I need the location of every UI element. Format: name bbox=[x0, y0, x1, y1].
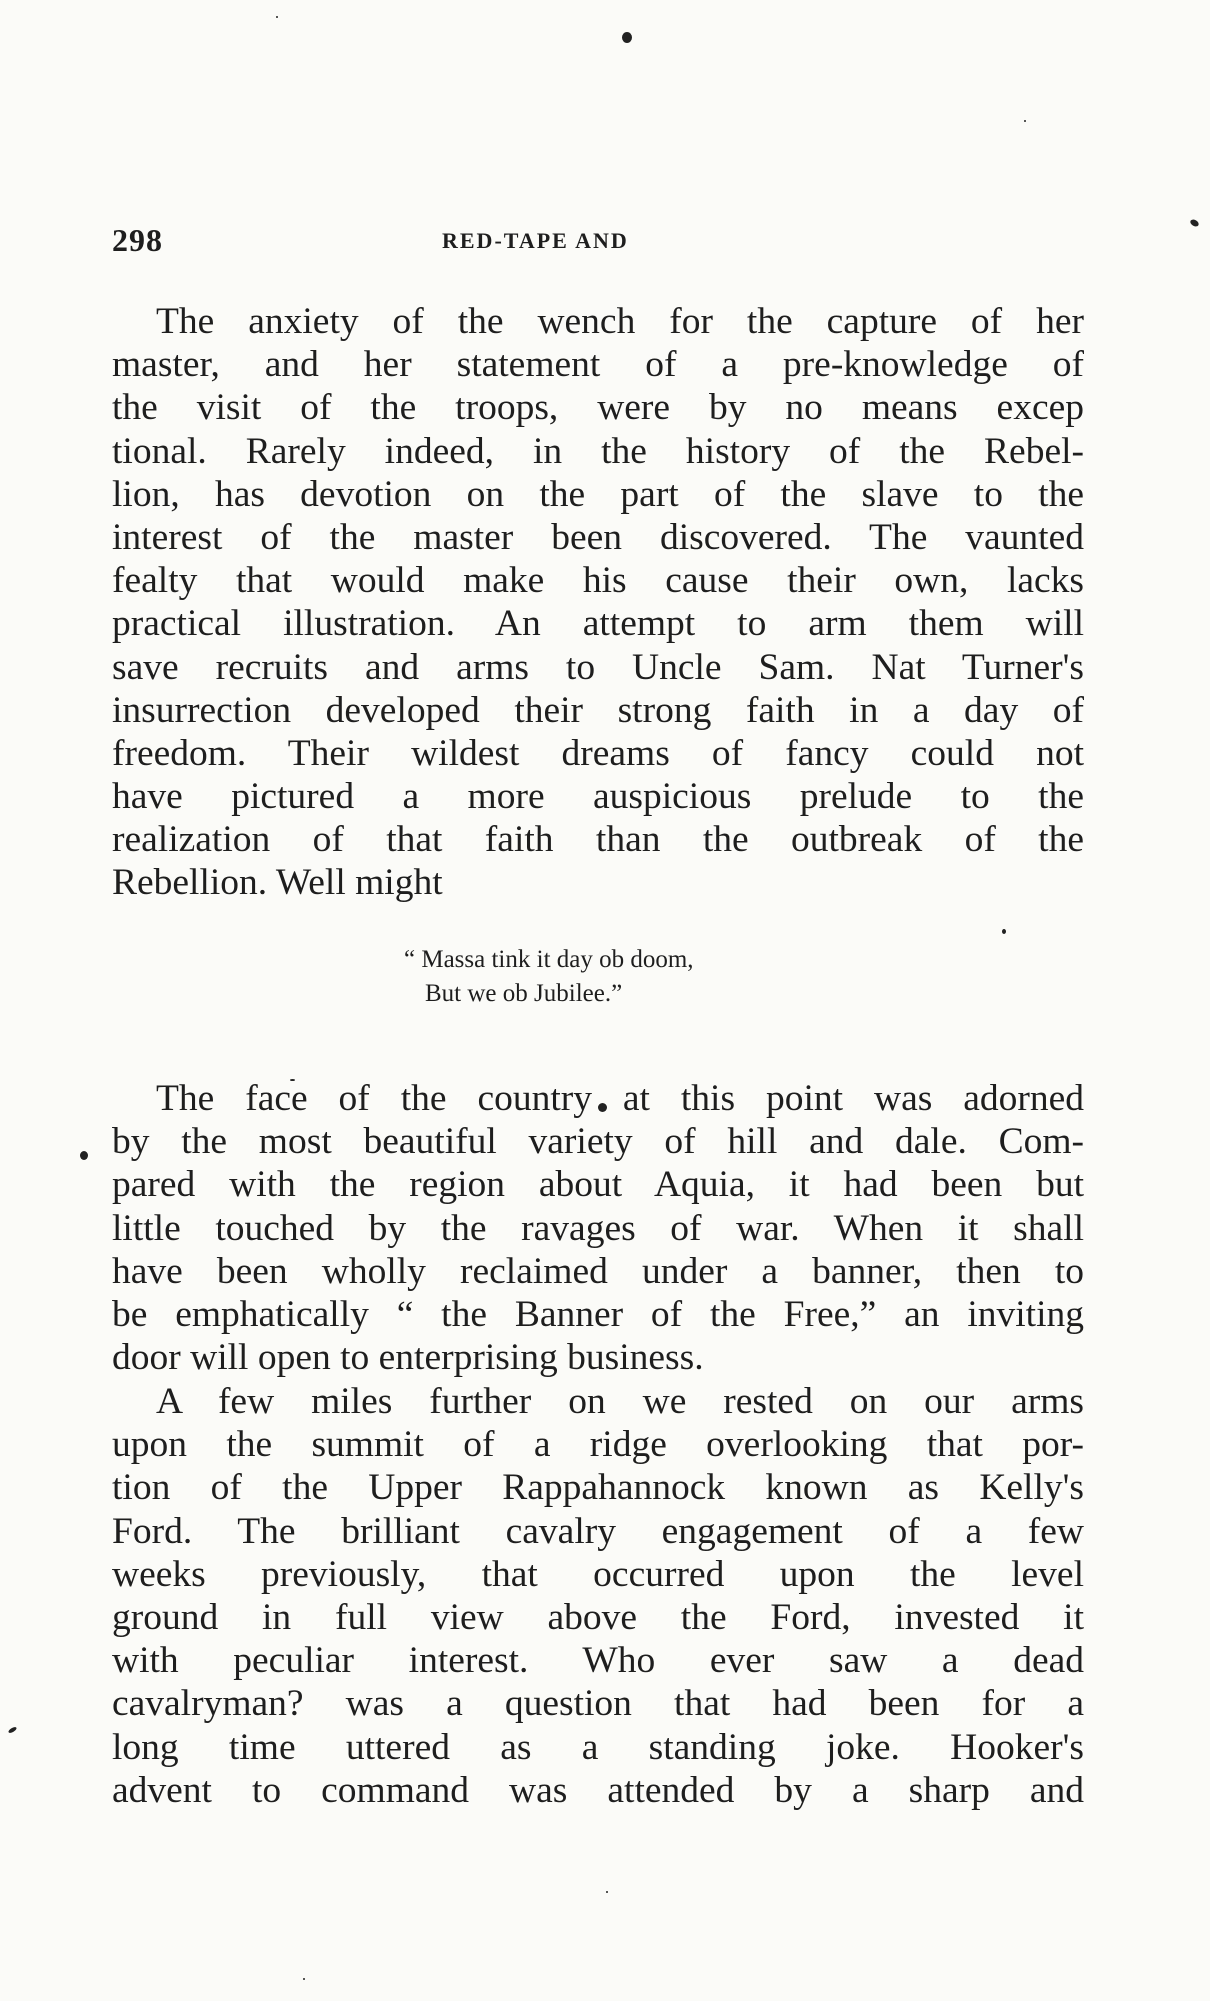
text-line: door will open to enterprising business. bbox=[112, 1337, 704, 1379]
text-line: master, and her statement of a pre-knowledge of bbox=[112, 344, 1084, 386]
text-line: Rebellion. Well might bbox=[112, 862, 443, 904]
text-line: long time uttered as a standing joke. Hooker's bbox=[112, 1726, 1084, 1768]
text-line: by the most beautiful variety of hill and dale. Com- bbox=[112, 1121, 1084, 1163]
text-line: lion, has devotion on the part of the slave to the bbox=[112, 473, 1084, 515]
text-line: interest of the master been discovered. The vaunted bbox=[112, 516, 1084, 558]
ink-speck bbox=[1002, 929, 1006, 934]
text-line: realization of that faith than the outbreak of the bbox=[112, 819, 1084, 861]
text-line: weeks previously, that occurred upon the level bbox=[112, 1553, 1084, 1595]
ink-speck bbox=[1189, 218, 1200, 228]
ink-speck bbox=[606, 1891, 608, 1893]
text-line: save recruits and arms to Uncle Sam. Nat Turner's bbox=[112, 646, 1084, 688]
verse-quote bbox=[404, 943, 694, 1011]
paragraph-3 bbox=[112, 1380, 1084, 1812]
page-number: 298 bbox=[112, 222, 163, 258]
ink-speck bbox=[1024, 120, 1026, 122]
text-line: have been wholly reclaimed under a banner, then to bbox=[112, 1250, 1084, 1292]
text-line: ground in full view above the Ford, invested it bbox=[112, 1596, 1084, 1638]
ink-speck bbox=[8, 1726, 18, 1734]
text-line: freedom. Their wildest dreams of fancy could not bbox=[112, 732, 1084, 774]
text-line: tional. Rarely indeed, in the history of the Rebel- bbox=[112, 430, 1084, 472]
text-line: tion of the Upper Rappahannock known as Kelly's bbox=[112, 1467, 1084, 1509]
text-line: with peculiar interest. Who ever saw a dead bbox=[112, 1640, 1084, 1682]
text-line: advent to command was attended by a sharp and bbox=[112, 1769, 1084, 1811]
text-line: practical illustration. An attempt to arm them will bbox=[112, 603, 1084, 645]
text-line: be emphatically “ the Banner of the Free,” an inviting bbox=[112, 1293, 1084, 1335]
ink-speck bbox=[303, 1978, 305, 1980]
text-line: The face of the country at this point was adorned bbox=[156, 1078, 1084, 1119]
text-line: Ford. The brilliant cavalry engagement of a few bbox=[112, 1510, 1084, 1552]
verse-line: But we ob Jubilee.” bbox=[425, 980, 623, 1007]
text-line: upon the summit of a ridge overlooking that por- bbox=[112, 1424, 1084, 1466]
text-line: little touched by the ravages of war. When it shall bbox=[112, 1207, 1084, 1249]
text-line: insurrection developed their strong faith in a day of bbox=[112, 689, 1084, 731]
paragraph-2 bbox=[112, 1077, 1084, 1379]
text-line: fealty that would make his cause their own, lacks bbox=[112, 560, 1084, 602]
text-line: cavalryman? was a question that had been for a bbox=[112, 1683, 1084, 1725]
text-line: the visit of the troops, were by no means excep bbox=[112, 387, 1084, 429]
text-line: have pictured a more auspicious prelude to the bbox=[112, 776, 1084, 818]
text-line: A few miles further on we rested on our arms bbox=[156, 1381, 1084, 1422]
paragraph-1 bbox=[112, 300, 1084, 905]
text-line: The anxiety of the wench for the capture of her bbox=[156, 301, 1084, 342]
ink-speck bbox=[80, 1151, 88, 1160]
page-header bbox=[112, 222, 1084, 262]
running-head: RED-TAPE AND bbox=[442, 228, 629, 253]
ink-speck bbox=[276, 16, 278, 18]
text-line: pared with the region about Aquia, it had been but bbox=[112, 1164, 1084, 1206]
verse-line: “ Massa tink it day ob doom, bbox=[404, 946, 694, 973]
ink-speck bbox=[622, 32, 632, 43]
